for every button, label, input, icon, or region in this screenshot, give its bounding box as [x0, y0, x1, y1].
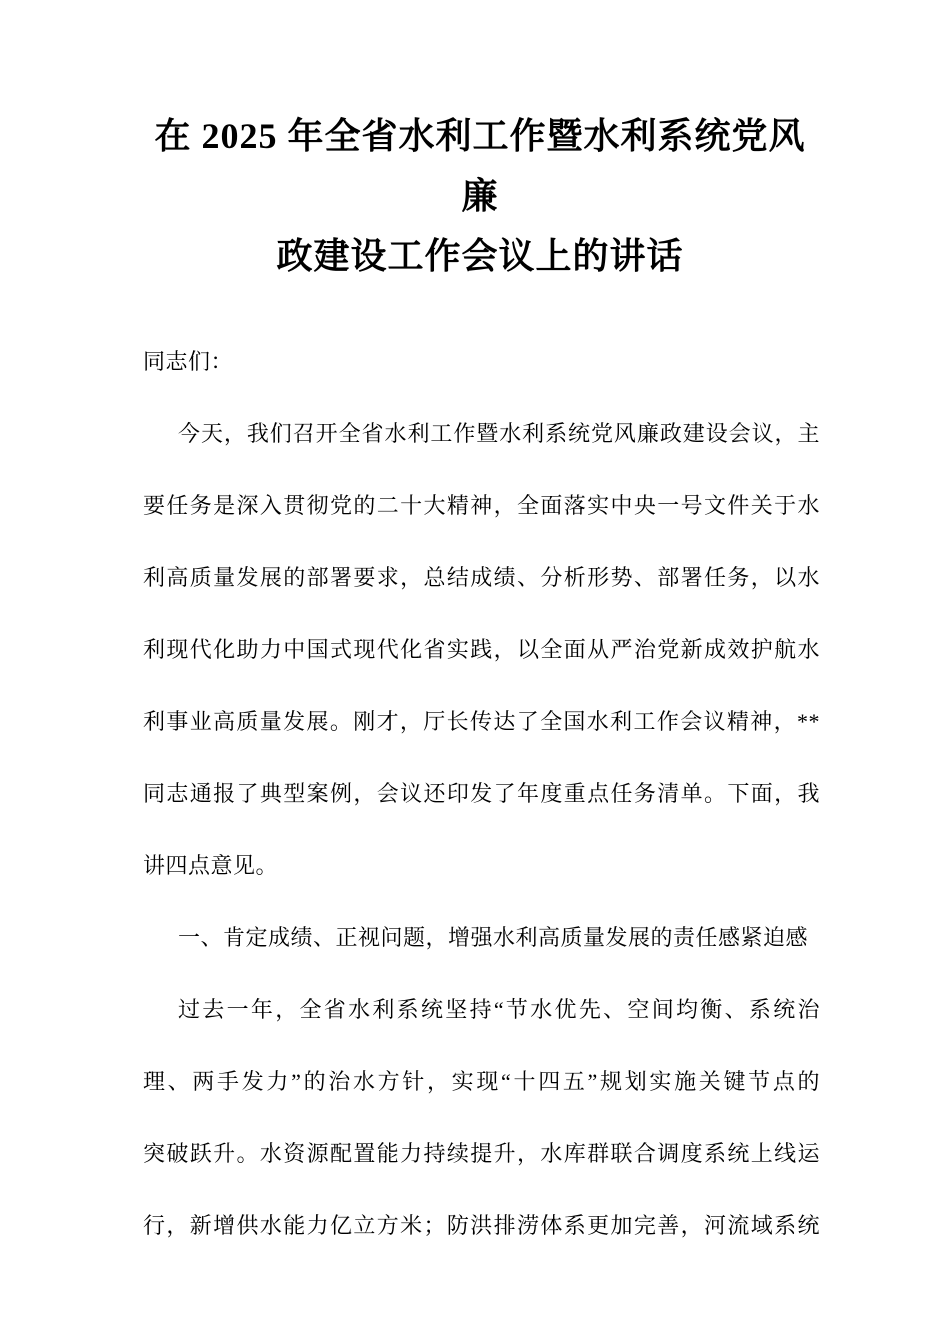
title-line-1: 在 2025 年全省水利工作暨水利系统党风廉	[154, 116, 806, 216]
section-heading: 一、肯定成绩、正视问题，增强水利高质量发展的责任感紧迫感	[178, 925, 809, 950]
paragraph-salutation	[143, 326, 820, 398]
text-line: 今天，我们召开全省水利工作暨水利系统党风廉政建设会议，主	[178, 421, 820, 446]
text-line: 利现代化助力中国式现代化省实践，以全面从严治党新成效护航水	[143, 637, 820, 662]
text-line: 理、两手发力”的治水方针，实现“十四五”规划实施关键节点的	[143, 1069, 820, 1094]
text-line: 利事业高质量发展。刚才，厅长传达了全国水利工作会议精神，**	[143, 709, 820, 734]
text-line: 过去一年，全省水利系统坚持“节水优先、空间均衡、系统治	[178, 997, 820, 1022]
title-line-2: 政建设工作会议上的讲话	[276, 236, 684, 276]
text-line: 行，新增供水能力亿立方米；防洪排涝体系更加完善，河流域系统	[143, 1213, 820, 1238]
text-line: 同志们：	[143, 349, 234, 374]
text-line: 同志通报了典型案例，会议还印发了年度重点任务清单。下面，我	[143, 781, 820, 806]
text-line: 讲四点意见。	[143, 853, 279, 878]
text-line: 突破跃升。水资源配置能力持续提升，水库群联合调度系统上线运	[143, 1141, 820, 1166]
text-line: 利高质量发展的部署要求，总结成绩、分析形势、部署任务，以水	[143, 565, 820, 590]
document-title	[0, 0, 950, 286]
paragraph-review	[143, 974, 820, 1262]
paragraph-heading-1	[143, 902, 820, 974]
text-line: 要任务是深入贯彻党的二十大精神，全面落实中央一号文件关于水	[143, 493, 820, 518]
document-body	[0, 326, 950, 1262]
paragraph-intro	[143, 398, 820, 902]
